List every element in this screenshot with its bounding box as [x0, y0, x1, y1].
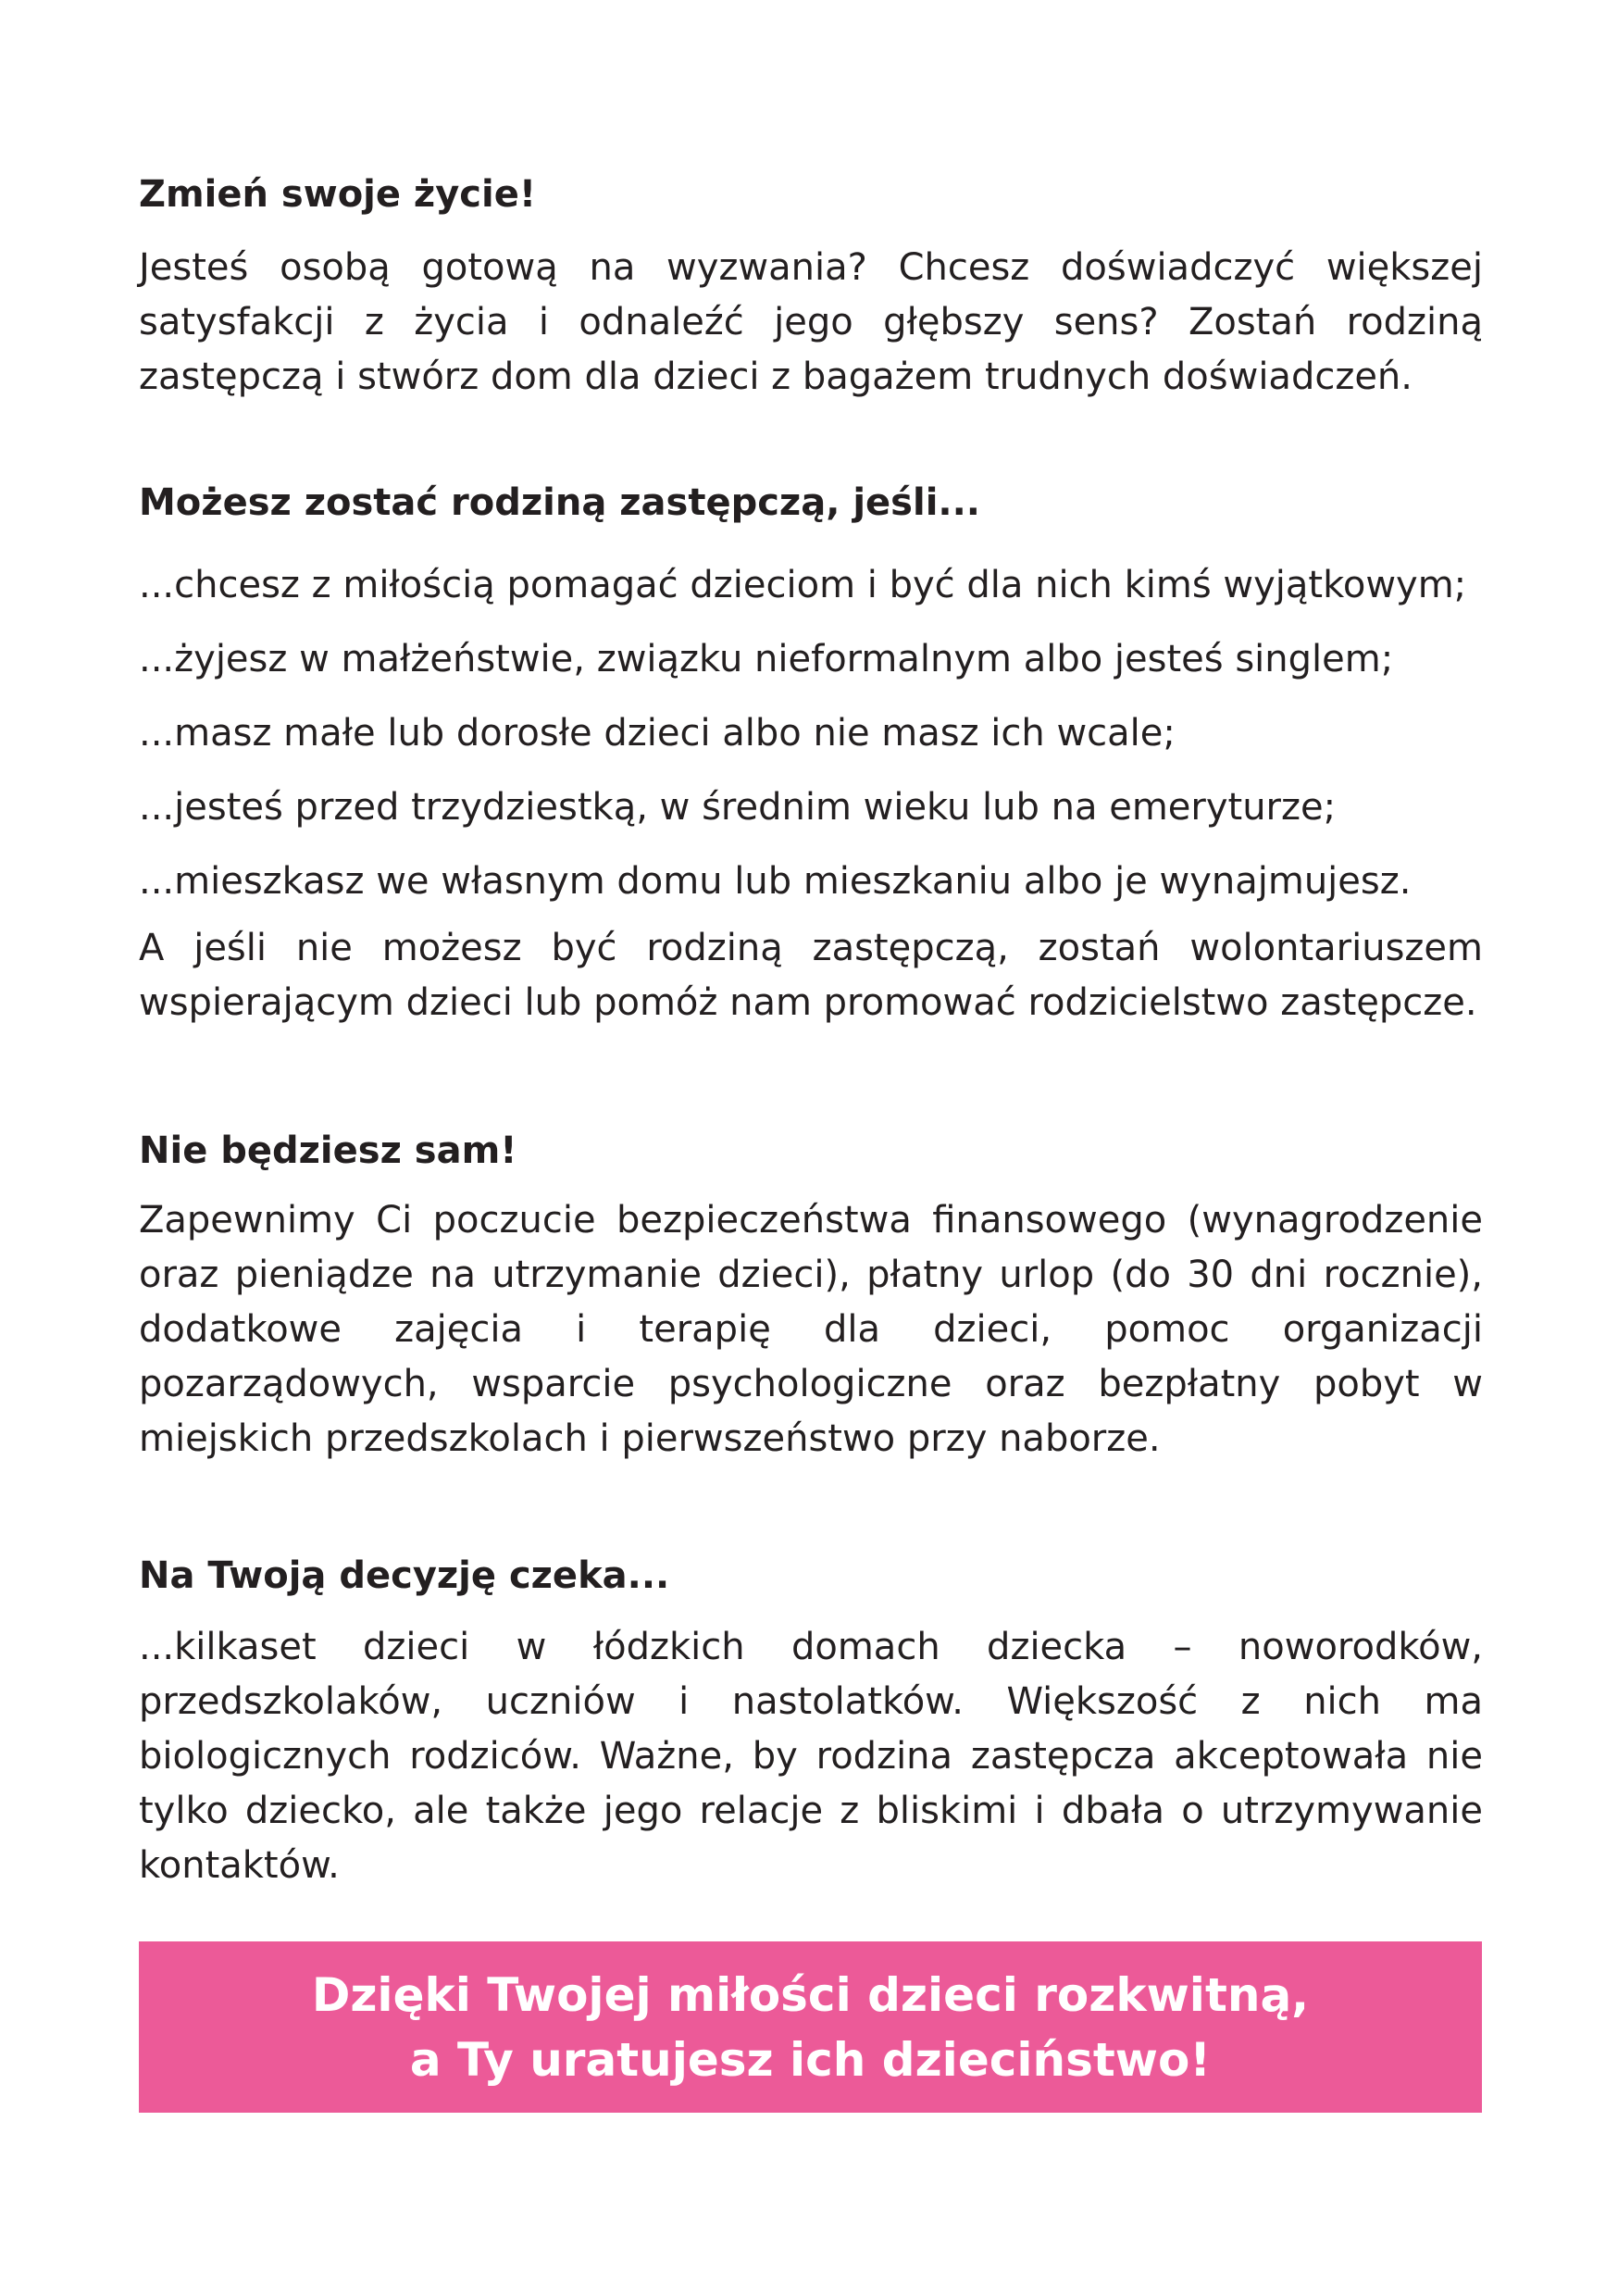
waiting-section — [139, 1548, 1483, 1893]
support-section — [139, 1123, 1483, 1466]
waiting-paragraph: ...kilkaset dzieci w łódzkich domach dziecka – noworodków, przedszkolaków, uczniów i nastolatków. Większość z nich ma biologicznych rodziców. Ważne, by rodzina zastępcza akceptowała nie tylko dziecko, ale także jego relacje z bliskimi i dbała o utrzymywanie kontaktów. — [139, 1626, 1483, 1887]
eligibility-list — [139, 548, 1483, 918]
intro-section — [139, 167, 1483, 405]
closing-banner — [139, 1941, 1482, 2113]
intro-heading: Zmień swoje życie! — [139, 173, 537, 216]
support-paragraph: Zapewnimy Ci poczucie bezpieczeństwa finansowego (wynagrodzenie oraz pieniądze na utrzymanie dzieci), płatny urlop (do 30 dni rocznie), dodatkowe zajęcia i terapię dla dzieci, pomoc organizacji pozarządowych, wsparcie psychologiczne oraz bezpłatny pobyt w miejskich przedszkolach i pierwszeństwo przy naborze. — [139, 1199, 1483, 1460]
leaflet-content — [139, 167, 1483, 1893]
banner-line-1: Dzięki Twojej miłości dzieci rozkwitną, — [311, 1967, 1310, 2022]
support-heading: Nie będziesz sam! — [139, 1129, 517, 1172]
eligibility-item: ...mieszkasz we własnym domu lub mieszkaniu albo je wynajmujesz. — [139, 860, 1412, 903]
intro-paragraph: Jesteś osobą gotową na wyzwania? Chcesz doświadczyć większej satysfakcji z życia i odnaleźć jego głębszy sens? Zostań rodziną zastępczą i stwórz dom dla dzieci z bagażem trudnych doświadczeń. — [139, 246, 1483, 398]
eligibility-section — [139, 475, 1483, 1030]
waiting-heading: Na Twoją decyzję czeka... — [139, 1554, 670, 1597]
eligibility-item: ...żyjesz w małżeństwie, związku nieformalnym albo jesteś singlem; — [139, 638, 1394, 680]
eligibility-item: ...jesteś przed trzydziestką, w średnim wieku lub na emeryturze; — [139, 786, 1337, 829]
eligibility-item: ...chcesz z miłością pomagać dzieciom i być dla nich kimś wyjątkowym; — [139, 564, 1467, 606]
banner-text — [312, 1963, 1309, 2092]
banner-line-2: a Ty uratujesz ich dzieciństwo! — [409, 2032, 1212, 2087]
volunteer-paragraph: A jeśli nie możesz być rodziną zastępczą, zostań wolontariuszem wspierającym dzieci lub pomóż nam promować rodzicielstwo zastępcze. — [139, 927, 1483, 1024]
eligibility-heading: Możesz zostać rodziną zastępczą, jeśli... — [139, 481, 980, 524]
eligibility-item: ...masz małe lub dorosłe dzieci albo nie masz ich wcale; — [139, 712, 1176, 755]
